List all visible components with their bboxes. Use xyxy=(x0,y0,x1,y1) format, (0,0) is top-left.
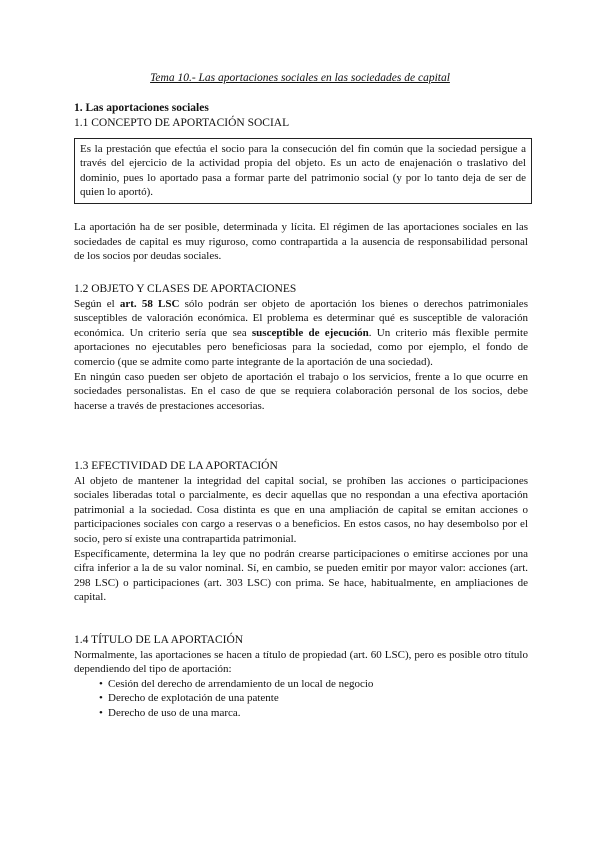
section-1-3-heading: 1.3 EFECTIVIDAD DE LA APORTACIÓN xyxy=(74,460,278,472)
list-item: • Derecho de uso de una marca. xyxy=(74,706,528,721)
text-run: sólo podrán ser objeto de aportación los bienes o derechos patrimoniales susceptibles de valoración económica. El problema es determinar qué es susceptible de valoración económica. Un criterio sería que sea xyxy=(74,297,528,339)
section-1-2-heading: 1.2 OBJETO Y CLASES DE APORTACIONES xyxy=(74,283,297,295)
section-1-2-paragraph-1 xyxy=(74,297,528,370)
section-1-4-heading: 1.4 TÍTULO DE LA APORTACIÓN xyxy=(74,634,244,646)
section-1-paragraph: La aportación ha de ser posible, determinada y lícita. El régimen de las aportaciones sociales en las sociedades de capital es muy riguroso, como contrapartida a la ausencia de responsabilidad personal de los socios por deudas sociales. xyxy=(74,221,528,263)
bullet-list xyxy=(74,677,528,721)
section-1-2-paragraph-2: En ningún caso pueden ser objeto de aportación el trabajo o los servicios, frente a lo que ocurre en sociedades personalistas. En el caso de que se requiera colaboración personal de los socios, debe hacerse a través de prestaciones accesorias. xyxy=(74,370,528,412)
section-1-heading: 1. Las aportaciones sociales xyxy=(74,102,209,114)
text-run: Según el xyxy=(74,297,120,310)
section-1-3 xyxy=(74,459,528,605)
emphasis-term: susceptible de ejecución xyxy=(251,326,369,339)
definition-box: Es la prestación que efectúa el socio para la consecución del fin común que la sociedad persigue a través del ejercicio de la actividad propia del objeto. Es un acto de enajenación o traslativo del dominio, pues lo aportado pasa a formar parte del patrimonio social (y por lo tanto deja de ser de quien lo aportó). xyxy=(74,138,532,204)
section-1-2 xyxy=(74,282,528,413)
section-1-4 xyxy=(74,633,528,721)
list-item: • Derecho de explotación de una patente xyxy=(74,691,528,706)
section-1-1-heading: 1.1 CONCEPTO DE APORTACIÓN SOCIAL xyxy=(74,116,290,129)
list-item: • Cesión del derecho de arrendamiento de un local de negocio xyxy=(74,677,528,692)
document-title: Tema 10.- Las aportaciones sociales en las sociedades de capital xyxy=(150,72,450,84)
section-1-header xyxy=(74,101,528,130)
section-1-3-paragraph-1: Al objeto de mantener la integridad del capital social, se prohíben las acciones o participaciones sociales liberadas total o parcialmente, es decir aquellas que no respondan a una efectiva aportación patrimonial a la sociedad. Cosa distinta es que en una ampliación de capital se emitan acciones o participaciones sociales con cargo a reservas o a beneficios. En estos casos, no hay desembolso por el socio, pero sí existe una contrapartida patrimonial. xyxy=(74,474,528,545)
text-run: . Un criterio más flexible permite aportaciones no ejecutables pero beneficiosas para la sociedad, como por ejemplo, el fondo de comercio (que se admite como parte integrante de la aportación de una sociedad). xyxy=(74,326,528,368)
section-1-3-paragraph-2: Específicamente, determina la ley que no podrán crearse participaciones o emitirse acciones por una cifra inferior a la de su valor nominal. Sí, en cambio, se pueden emitir por mayor valor: acciones (art. 298 LSC) o participaciones (art. 303 LSC) con prima. Se hace, habitualmente, en ampliaciones de capital. xyxy=(74,547,528,604)
article-reference: art. 58 LSC xyxy=(119,297,180,310)
section-1-4-paragraph: Normalmente, las aportaciones se hacen a título de propiedad (art. 60 LSC), pero es posible otro título dependiendo del tipo de aportación: xyxy=(74,648,528,676)
